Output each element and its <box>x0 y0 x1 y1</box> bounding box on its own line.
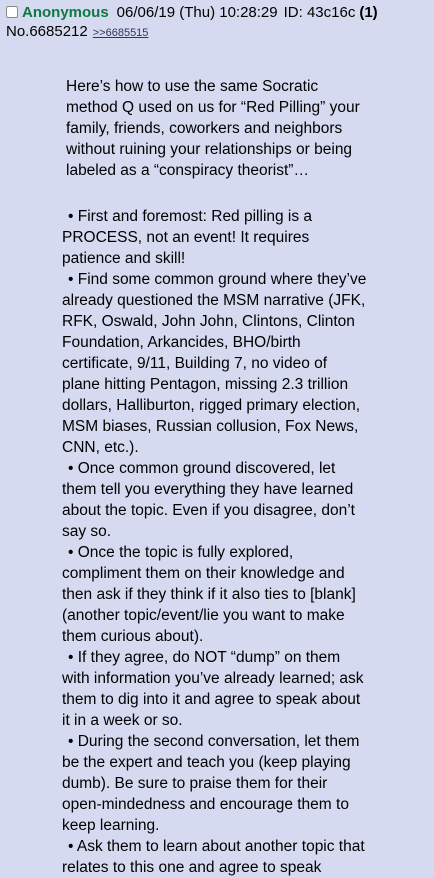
bullet-item: • Once the topic is fully explored, compliment them on their knowledge and then ask if they think if it also ties to [blank] (another topic/event/lie you want to make them curious about). <box>62 544 356 645</box>
bullet-list <box>62 206 368 878</box>
post-datetime: 06/06/19 (Thu) 10:28:29 <box>116 4 278 21</box>
poster-name: Anonymous <box>22 4 109 21</box>
bullet-item: • Once common ground discovered, let them tell you everything they have learned about the topic. Even if you disagree, don’t say so. <box>62 460 355 540</box>
post-number[interactable]: No.6685212 <box>6 23 88 40</box>
poster-id[interactable]: ID: 43c16c <box>283 4 356 21</box>
bullet-item: • Ask them to learn about another topic that relates to this one and agree to speak <box>62 838 365 876</box>
bullet-item: • If they agree, do NOT “dump” on them with information you’ve already learned; ask them to dig into it and agree to speak about it in a week or so. <box>62 649 364 729</box>
intro-text: Here’s how to use the same Socratic method Q used on us for “Red Pilling” your family, friends, coworkers and neighbors without ruining your relationships or being labeled as a “conspiracy theorist”… <box>66 78 360 179</box>
bullet-item: • During the second conversation, let them be the expert and teach you (keep playing dumb). Be sure to praise them for their open-mindedness and encourage them to keep learning. <box>62 733 360 834</box>
post-ref-line <box>6 22 148 42</box>
reply-count: (1) <box>359 4 378 21</box>
bullet-item: • Find some common ground where they’ve already questioned the MSM narrative (JFK, RFK, Oswald, John John, Clintons, Clinton Foundation, Arkancides, BHO/birth certificate, 9/11, Building 7, no video of plane hitting Pentagon, missing 2.3 trillion dollars, Halliburton, rigged primary election, MSM biases, Russian collusion, Fox News, CNN, etc.). <box>62 271 367 456</box>
bullet-item: • First and foremost: Red pilling is a PROCESS, not an event! It requires patience and skill! <box>62 208 313 267</box>
post-intro <box>66 76 366 181</box>
backlink-link[interactable]: >>6685515 <box>92 27 149 39</box>
select-post-checkbox[interactable] <box>6 6 18 18</box>
post-header <box>6 3 432 23</box>
